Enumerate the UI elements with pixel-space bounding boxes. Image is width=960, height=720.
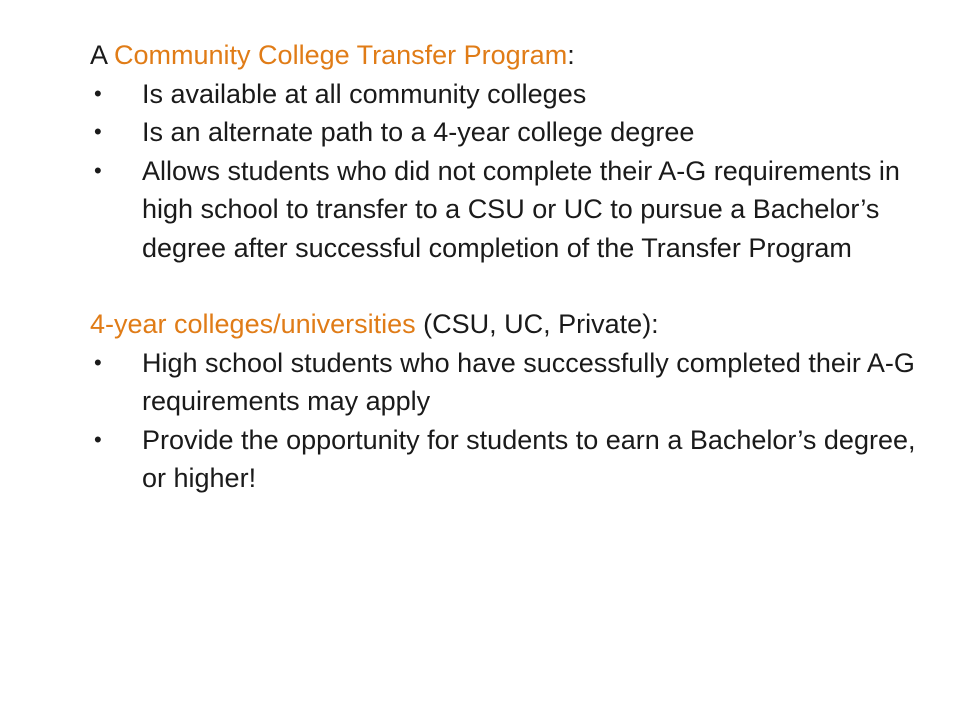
section2-heading [90, 305, 930, 344]
slide-content [90, 36, 930, 498]
section1-list [90, 75, 930, 268]
list-item [90, 152, 930, 268]
list-item-text: Is available at all community colleges [142, 78, 587, 109]
list-item-text: High school students who have successfully completed their A-G requirements may apply [142, 347, 915, 416]
list-item-text: Allows students who did not complete their A-G requirements in high school to transfer to a CSU or UC to pursue a Bachelor’s degree after successful completion of the Transfer Program [142, 155, 900, 263]
bullet-icon: • [94, 157, 102, 183]
spacer [90, 267, 930, 305]
bullet-icon: • [94, 119, 102, 144]
list-item [90, 75, 930, 114]
list-item [90, 421, 930, 498]
list-item-text: Provide the opportunity for students to earn a Bachelor’s degree, or higher! [142, 424, 916, 493]
section1-highlight: Community College Transfer Program [114, 40, 568, 70]
bullet-icon: • [94, 80, 102, 106]
bullet-icon: • [94, 426, 102, 452]
section2-list [90, 344, 930, 498]
section1-suffix: : [567, 40, 575, 70]
list-item-text: Is an alternate path to a 4-year college degree [142, 117, 695, 147]
list-item [90, 344, 930, 421]
section1-prefix: A [90, 40, 115, 70]
list-item [90, 113, 930, 152]
section2-suffix: (CSU, UC, Private): [415, 309, 659, 339]
bullet-icon: • [94, 349, 102, 375]
section2-highlight: 4-year colleges/universities [90, 309, 416, 339]
section1-heading [90, 36, 930, 75]
